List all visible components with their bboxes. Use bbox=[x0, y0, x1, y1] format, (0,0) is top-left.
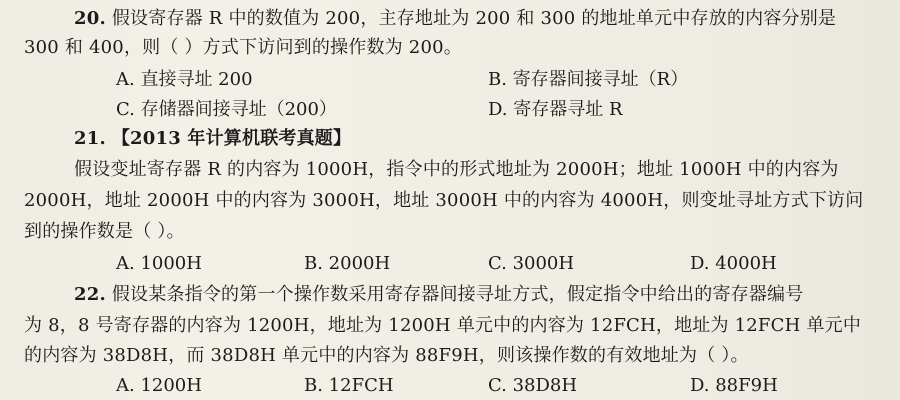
question-20-option-c: C. 存储器间接寻址（200） bbox=[116, 99, 337, 120]
question-21-number: 21. bbox=[74, 128, 106, 149]
question-21-text-2: 2000H，地址 2000H 中的内容为 3000H，地址 3000H 中的内容为 4000H，则变址寻址方式下访问 bbox=[24, 190, 864, 211]
question-21-text-3: 到的操作数是（ ）。 bbox=[24, 221, 185, 242]
question-20-number: 20. bbox=[74, 8, 106, 29]
question-22-option-a: A. 1200H bbox=[116, 375, 202, 396]
question-22-text-2: 为 8，8 号寄存器的内容为 1200H，地址为 1200H 单元中的内容为 12FCH，地址为 12FCH 单元中 bbox=[24, 315, 862, 336]
question-21-option-d: D. 4000H bbox=[690, 253, 777, 274]
question-22-line-2 bbox=[24, 312, 861, 340]
question-22-text-1: 假设某条指令的第一个操作数采用寄存器间接寻址方式，假定指令中给出的寄存器编号 bbox=[111, 284, 804, 305]
question-20-line-2 bbox=[24, 34, 462, 62]
question-21-option-c: C. 3000H bbox=[488, 253, 575, 274]
question-22-option-d: D. 88F9H bbox=[690, 375, 778, 396]
question-22-line-3 bbox=[24, 342, 749, 370]
question-22-text-3: 的内容为 38D8H，而 38D8H 单元中的内容为 88F9H，则该操作数的有效地址为（ ）。 bbox=[24, 345, 749, 366]
question-21-line-4 bbox=[24, 218, 185, 246]
question-21-option-a: A. 1000H bbox=[116, 253, 202, 274]
question-21-tag: 【2013 年计算机联考真题】 bbox=[111, 128, 352, 149]
question-22-option-b: B. 12FCH bbox=[304, 375, 394, 396]
question-22-option-c: C. 38D8H bbox=[488, 375, 578, 396]
question-20-option-a: A. 直接寻址 200 bbox=[116, 69, 253, 90]
question-22-number: 22. bbox=[74, 284, 106, 305]
question-20-line-1 bbox=[74, 5, 836, 33]
question-20-option-b: B. 寄存器间接寻址（R） bbox=[488, 69, 689, 90]
question-20-option-d: D. 寄存器寻址 R bbox=[488, 99, 623, 120]
question-21-line-1 bbox=[74, 125, 351, 153]
question-21-option-b: B. 2000H bbox=[304, 253, 391, 274]
question-22-line-1 bbox=[74, 281, 803, 309]
question-20-text-1: 假设寄存器 R 中的数值为 200，主存地址为 200 和 300 的地址单元中存放的内容分别是 bbox=[111, 8, 837, 29]
question-21-line-2 bbox=[74, 156, 839, 184]
question-20-text-2: 300 和 400，则（ ）方式下访问到的操作数为 200。 bbox=[24, 37, 462, 58]
question-21-text-1: 假设变址寄存器 R 的内容为 1000H，指令中的形式地址为 2000H；地址 1000H 中的内容为 bbox=[74, 159, 839, 180]
question-21-line-3 bbox=[24, 187, 863, 215]
